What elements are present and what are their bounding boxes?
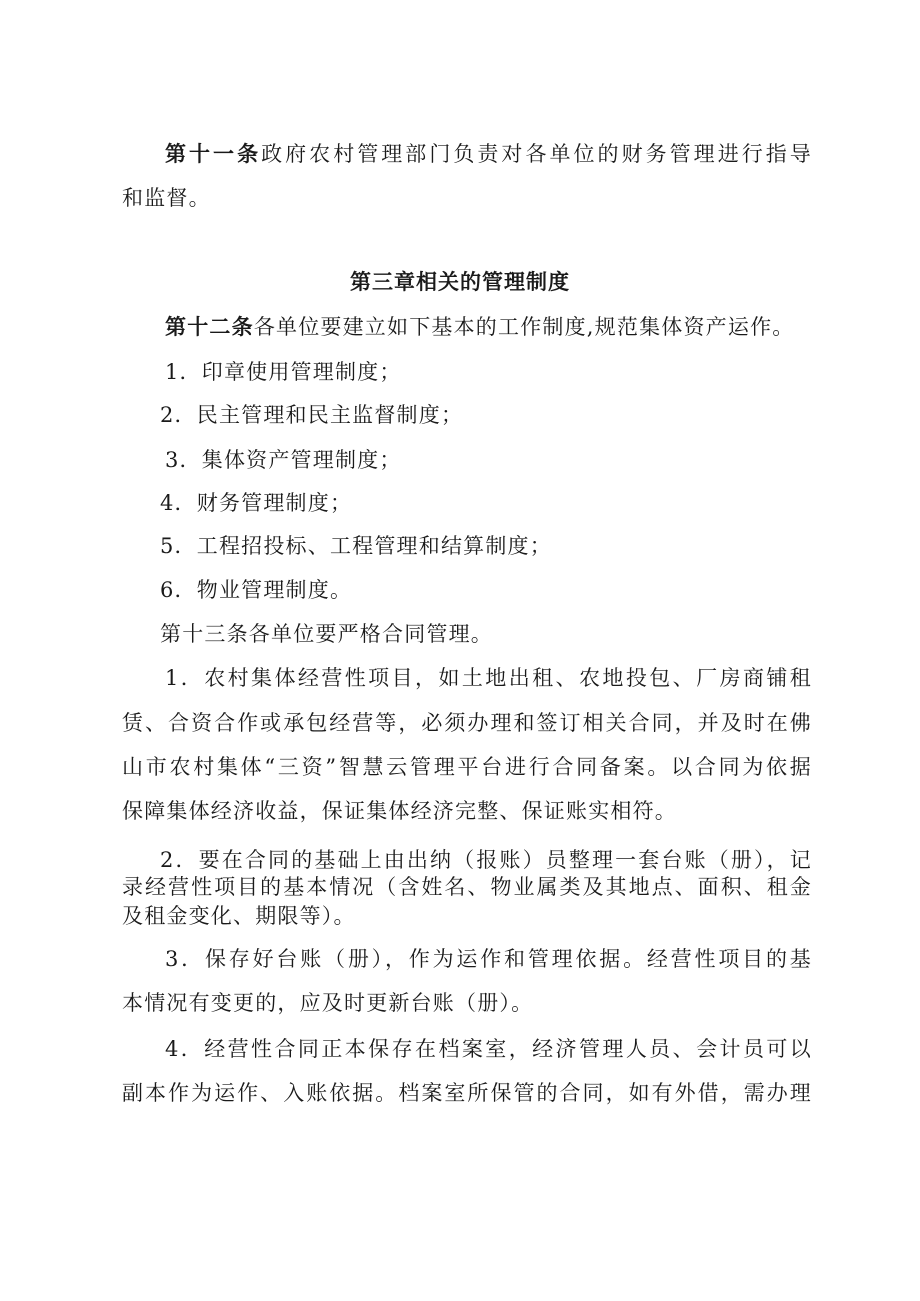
article-11-text: 政府农村管理部门负责对各单位的财务管理进行指导 (261, 142, 812, 166)
article-12-item-4: 4．财务管理制度； (160, 491, 353, 515)
article-12-item-6: 6．物业管理制度。 (160, 578, 353, 602)
article-12-text: 各单位要建立如下基本的工作制度,规范集体资产运作。 (253, 315, 795, 339)
article-11-heading: 第十一条 (165, 142, 262, 166)
article-11-line-2: 和监督。 (122, 186, 211, 210)
article-13-item-2-line-3: 及租金变化、期限等）。 (122, 904, 356, 928)
article-12-item-1: 1．印章使用管理制度； (165, 360, 402, 384)
chapter-3-title: 第三章相关的管理制度 (350, 270, 570, 294)
article-13-item-3-line-2: 本情况有变更的，应及时更新台账（册）。 (122, 991, 534, 1015)
article-12-item-3: 3．集体资产管理制度； (165, 448, 402, 472)
article-12-heading: 第十二条 (165, 315, 254, 339)
article-11-line-1 (165, 140, 812, 168)
article-13-item-1-line-4: 保障集体经济收益，保证集体经济完整、保证账实相符。 (122, 799, 677, 823)
article-13-item-2-line-1: 2．要在合同的基础上由出纳（报账）员整理一套台账（册），记 (160, 848, 812, 872)
article-13-item-4-line-1: 4．经营性合同正本保存在档案室，经济管理人员、会计员可以 (165, 1037, 812, 1061)
article-13-item-1-line-3: 山市农村集体“三资”智慧云管理平台进行合同备案。以合同为依据 (122, 755, 812, 779)
article-13-item-2-line-2: 录经营性项目的基本情况（含姓名、物业属类及其地点、面积、租金 (122, 875, 812, 899)
article-12-item-2: 2．民主管理和民主监督制度； (160, 403, 464, 427)
article-13-item-4-line-2: 副本作为运作、入账依据。档案室所保管的合同，如有外借，需办理 (122, 1081, 812, 1105)
article-12-item-5: 5．工程招投标、工程管理和结算制度； (160, 534, 552, 558)
article-12-line (165, 313, 815, 341)
article-13-item-1-line-2: 赁、合资合作或承包经营等，必须办理和签订相关合同，并及时在佛 (122, 711, 812, 735)
article-13-item-3-line-1: 3．保存好台账（册），作为运作和管理依据。经营性项目的基 (165, 947, 812, 971)
article-13-intro: 第十三条各单位要严格合同管理。 (160, 622, 493, 646)
article-13-item-1-line-1: 1．农村集体经营性项目，如土地出租、农地投包、厂房商铺租 (165, 666, 812, 690)
